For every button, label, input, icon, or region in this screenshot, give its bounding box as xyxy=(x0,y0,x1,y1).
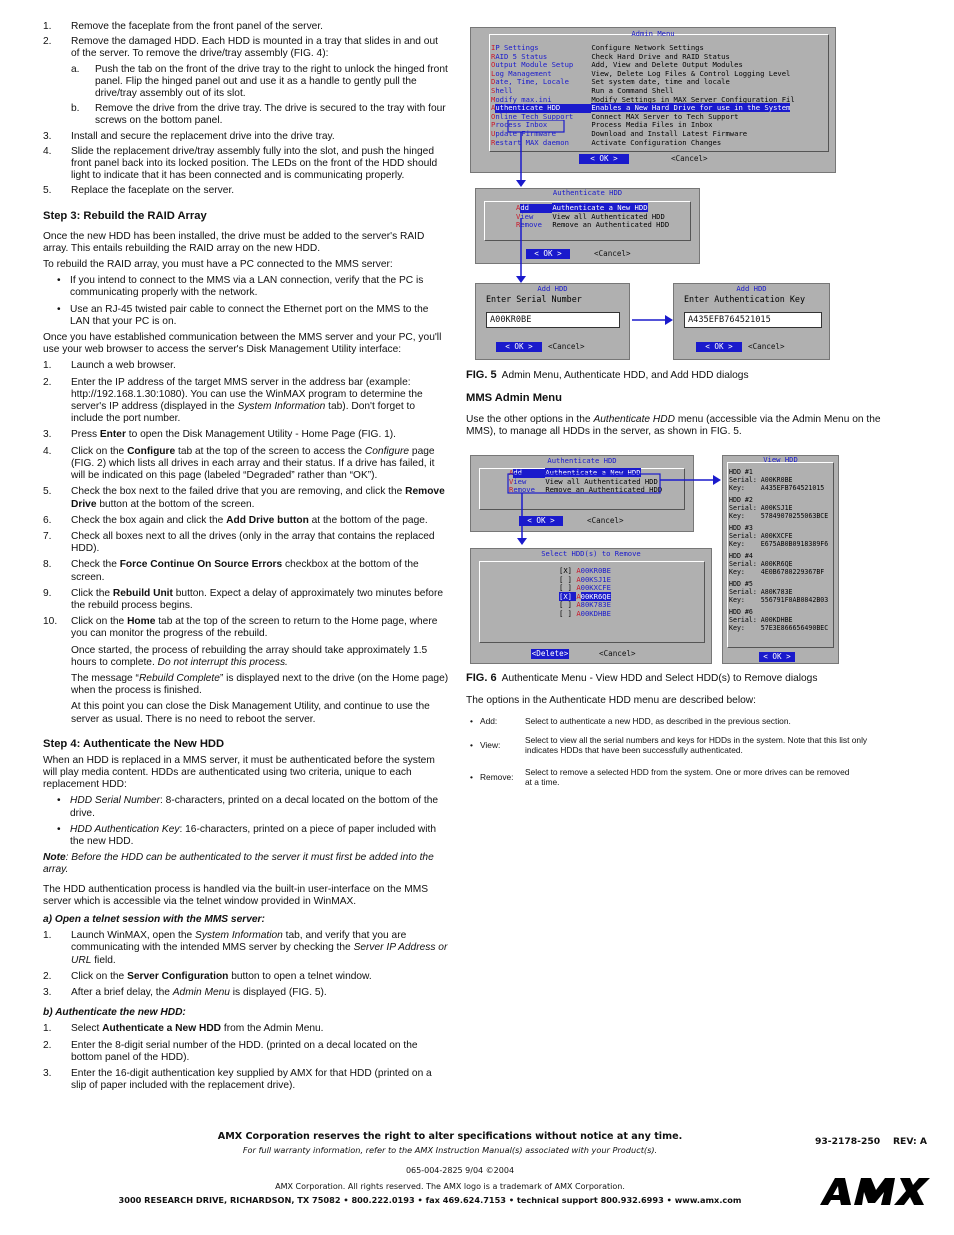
cancel-button[interactable]: <Cancel> xyxy=(671,154,708,163)
hdd-entry: HDD #4 Serial: A00KR6QE Key: 4E0B6780229367BF xyxy=(729,552,825,576)
cancel-button[interactable]: <Cancel> xyxy=(548,342,585,351)
hdd-entry: HDD #6 Serial: A00KDHBE Key: 57E3E866656490BEC xyxy=(729,608,829,632)
menu-item[interactable]: Date, Time, Locale Set system date, time and locale xyxy=(491,77,730,87)
paragraph: Once started, the process of rebuilding the array should take approximately 1.5 hours to complete. Do not interrupt this process. xyxy=(71,644,428,668)
paragraph: Once you have established communication between the MMS server and your PC, you'll use your web browser to access the server's Disk Management Utility interface: xyxy=(43,332,442,356)
menu-item[interactable]: IP Settings Configure Network Settings xyxy=(491,43,704,52)
list-item: 5. Check the box next to the failed drive that you are removing, and click the Remove Drive button at the bottom of the screen. xyxy=(43,486,445,510)
checkbox-item[interactable]: [ ] A00KSJ1E xyxy=(559,574,611,584)
dialog-title: Add HDD xyxy=(736,284,767,293)
view-hdd-dialog xyxy=(722,455,839,664)
menu-item[interactable]: Authenticate HDD Enables a New Hard Drive for use in the System xyxy=(491,103,791,113)
paragraph: Once the new HDD has been installed, the drive must be added to the server's RAID array. This entails rebuilding the RAID array on the new HDD. xyxy=(43,230,425,254)
checkbox-item[interactable]: [ ] A00KXCFE xyxy=(559,583,611,593)
menu-item[interactable]: Output Module Setup Add, View and Delete Output Modules xyxy=(491,60,743,70)
checkbox-item[interactable]: [X] A00KR6QE xyxy=(559,591,611,601)
list-item: a. Push the tab on the front of the drive tray to the right to unlock the hinged front panel. Flip the hinged panel out and use it as a handle to gently pull the drive/tray assembly out of its slot. xyxy=(71,63,448,100)
menu-item[interactable]: Log Management View, Delete Log Files & Control Logging Level xyxy=(491,68,791,78)
paragraph: The message “Rebuild Complete” is displayed next to the drive (on the Home page) when the process is finished. xyxy=(71,672,449,697)
cancel-button[interactable]: <Cancel> xyxy=(599,649,636,658)
paragraph: The options in the Authenticate HDD menu are described below: xyxy=(466,695,756,706)
menu-item[interactable]: Add Authenticate a New HDD xyxy=(509,468,641,477)
dialog-title: Select HDD(s) to Remove xyxy=(541,549,641,558)
footer-rights: AMX Corporation reserves the right to alter specifications without notice at any time. xyxy=(217,1131,683,1142)
subheading: a) Open a telnet session with the MMS server: xyxy=(43,913,265,925)
section-heading: MMS Admin Menu xyxy=(466,392,562,404)
list-item: 3. After a brief delay, the Admin Menu is displayed (FIG. 5). xyxy=(43,987,327,998)
bullet-item: • If you intend to connect to the MMS via a LAN connection, verify that the PC is communicating properly with the network. xyxy=(57,275,424,299)
bullet-item: • Use an RJ-45 twisted pair cable to connect the Ethernet port on the MMS to the LAN that your PC is on. xyxy=(57,303,429,327)
list-item: 3. Enter the 16-digit authentication key supplied by AMX for that HDD (printed on a slip of paper included with the replacement drive). xyxy=(43,1068,432,1092)
menu-item[interactable]: Remove Remove an Authenticated HDD xyxy=(509,485,663,495)
list-item: 10. Click on the Home tab at the top of the screen to return to the Home page, where you can monitor the progress of the rebuild. xyxy=(43,616,438,640)
doc-number: 93-2178-250 REV: A xyxy=(815,1136,927,1147)
field-label: Enter Serial Number xyxy=(486,294,582,304)
list-item: 1. Launch a web browser. xyxy=(43,360,176,372)
dialog-title: Authenticate HDD xyxy=(552,188,623,197)
amx-logo xyxy=(818,1176,930,1206)
checkbox-item[interactable]: [X] A00KR0BE xyxy=(559,566,611,575)
list-item: 4. Click on the Configure tab at the top of the screen to access the Configure page (FIG. 2) which lists all drives in each array and their status. If a drive has failed, it will be indicated on this page (labeled “Degraded” rather than “OK”). xyxy=(43,445,435,482)
list-item: 1. Select Authenticate a New HDD from the Admin Menu. xyxy=(43,1023,324,1035)
left-column xyxy=(43,21,449,1092)
cancel-button[interactable]: <Cancel> xyxy=(594,249,631,258)
list-item: 1. Remove the faceplate from the front panel of the server. xyxy=(43,21,323,32)
menu-item[interactable]: Online Tech Support Connect MAX Server to Tech Support xyxy=(491,111,739,121)
list-item: • Add: Select to authenticate a new HDD, as described in the previous section. xyxy=(470,716,791,726)
list-item: 3. Install and secure the replacement drive into the drive tray. xyxy=(43,130,335,142)
list-item: b. Remove the drive from the drive tray. The drive is secured to the tray with four screws on the bottom panel. xyxy=(71,103,446,127)
menu-item[interactable]: Modify max.ini Modify Settings in MAX Server Configuration Fil xyxy=(491,94,795,104)
field-label: Enter Authentication Key xyxy=(684,294,806,304)
menu-item[interactable]: Remove Remove an Authenticated HDD xyxy=(516,220,670,230)
dialog-title: Add HDD xyxy=(537,284,568,293)
list-item: 6. Check the box again and click the Add Drive button at the bottom of the page. xyxy=(43,514,428,526)
list-item: • View: Select to view all the serial numbers and keys for HDDs in the system. Note that this list only indicates HDDs that have been successfully authenticated. xyxy=(470,735,868,755)
subheading: b) Authenticate the new HDD: xyxy=(43,1007,186,1019)
hdd-entry: HDD #2 Serial: A00KSJ1E Key: 57849070255063BCE xyxy=(729,496,829,520)
paragraph: The HDD authentication process is handled via the built-in user-interface on the MMS server which is accessible via the telnet window provided in WinMAX. xyxy=(43,883,429,907)
footer-trademark: AMX Corporation. All rights reserved. The AMX logo is a trademark of AMX Corporation. xyxy=(275,1182,625,1191)
ok-button[interactable]: < OK > xyxy=(519,516,563,526)
ok-button[interactable]: < OK > xyxy=(496,342,542,352)
dialog-title: View HDD xyxy=(763,455,798,464)
bullet-item: • HDD Authentication Key: 16-characters, printed on a piece of paper included with the new HDD. xyxy=(57,823,437,847)
options-list xyxy=(470,716,880,789)
list-item: 3. Press Enter to open the Disk Management Utility - Home Page (FIG. 1). xyxy=(43,429,397,441)
hdd-list xyxy=(729,468,828,636)
delete-button[interactable]: <Delete> xyxy=(531,649,569,658)
menu-item[interactable]: Add Authenticate a New HDD xyxy=(516,203,648,212)
menu-item[interactable]: Restart MAX daemon Activate Configuration Changes xyxy=(491,137,722,147)
menu-item[interactable]: Update Firmware Download and Install Latest Firmware xyxy=(491,128,748,138)
list-item: 2. Enter the 8-digit serial number of the HDD. (printed on a decal located on the bottom panel of the HDD). xyxy=(43,1039,418,1063)
fig5-arrows xyxy=(470,120,690,330)
bullet-item: • HDD Serial Number: 8-characters, printed on a decal located on the bottom of the drive. xyxy=(57,795,439,819)
list-item: 4. Slide the replacement drive/tray assembly fully into the slot, and push the hinged front panel back into its locked position. The LEDs on the front of the HDD should light to indicate that it has been connected and is communicating properly. xyxy=(43,145,438,182)
footer-code: 065-004-2825 9/04 ©2004 xyxy=(405,1166,515,1175)
hdd-entry: HDD #5 Serial: A80K783E Key: 556791F0AB0842B03 xyxy=(729,580,829,604)
list-item: • Remove: Select to remove a selected HDD from the system. One or more drives can be removed at a time. xyxy=(470,767,850,787)
footer-warranty: For full warranty information, refer to the AMX Instruction Manual(s) associated with your Product(s). xyxy=(242,1145,658,1155)
cancel-button[interactable]: <Cancel> xyxy=(587,516,624,525)
paragraph: To rebuild the RAID array, you must have a PC connected to the MMS server: xyxy=(43,259,393,271)
checkbox-item[interactable]: [ ] A00KDHBE xyxy=(559,608,611,618)
note: Note: Before the HDD can be authenticated to the server it must first be added into the array. xyxy=(43,852,434,876)
checkbox-item[interactable]: [ ] A80K783E xyxy=(559,600,611,610)
add-hdd-key-dialog xyxy=(673,283,830,360)
menu-item[interactable]: RAID 5 Status Check Hard Drive and RAID Status xyxy=(491,51,730,61)
ok-button[interactable]: < OK > xyxy=(526,249,570,259)
fig5-caption: FIG. 5 Admin Menu, Authenticate HDD, and Add HDD dialogs xyxy=(466,369,749,381)
list-item: 1. Launch WinMAX, open the System Information tab, and verify that you are communicating with the intended MMS server by checking the Server IP Address or URL field. xyxy=(43,930,448,966)
ok-button[interactable]: < OK > xyxy=(579,154,629,164)
ok-button[interactable]: < OK > xyxy=(759,652,795,662)
select-hdd-remove-dialog xyxy=(470,548,712,664)
list-item: 2. Remove the damaged HDD. Each HDD is mounted in a tray that slides in and out of the server. To remove the drive/tray assembly (FIG. 4): xyxy=(43,36,438,60)
menu-item[interactable]: View View all Authenticated HDD xyxy=(509,476,658,486)
fig6-caption: FIG. 6 Authenticate Menu - View HDD and Select HDD(s) to Remove dialogs xyxy=(466,672,818,684)
list-item: 2. Enter the IP address of the target MMS server in the address bar (example: http://192.168.1.30:1080). You can use the WinMAX program to determine the server's IP address (displayed in the System Information tab). Don't forget to include the port number. xyxy=(43,376,423,425)
hdd-entry: HDD #1 Serial: A00KR0BE Key: A435EFB764521015 xyxy=(729,468,825,492)
list-item: 8. Check the Force Continue On Source Errors checkbox at the bottom of the screen. xyxy=(43,559,419,583)
menu-item[interactable]: Shell Run a Command Shell xyxy=(491,85,674,95)
list-item: 7. Check all boxes next to all the drives (only in the array that contains the replaced HDD). xyxy=(43,530,435,555)
list-item: 2. Click on the Server Configuration button to open a telnet window. xyxy=(43,970,372,982)
section-heading: Step 3: Rebuild the RAID Array xyxy=(43,209,207,222)
footer-address: 3000 RESEARCH DRIVE, RICHARDSON, TX 75082 • 800.222.0193 • fax 469.624.7153 • technical support 800.932.6993 • www.amx.com xyxy=(118,1195,742,1205)
serial-number-field[interactable]: A00KR0BE xyxy=(486,312,620,328)
list-item: 9. Click the Rebuild Unit button. Expect a delay of approximately two minutes before the rebuild process begins. xyxy=(43,587,444,611)
dialog-title: Authenticate HDD xyxy=(547,456,617,465)
menu-item[interactable]: Process Inbox Process Media Files in Inbox xyxy=(491,120,713,130)
authentication-key-field[interactable]: A435EFB764521015 xyxy=(684,312,822,328)
paragraph: Use the other options in the Authenticate HDD menu (accessible via the Admin Menu on the MMS), to manage all HDDs in the server, as shown in FIG. 5. xyxy=(466,414,881,438)
section-heading: Step 4: Authenticate the New HDD xyxy=(43,737,225,750)
ok-button[interactable]: < OK > xyxy=(696,342,742,352)
dialog-title: Admin Menu xyxy=(631,29,675,38)
hdd-checklist[interactable] xyxy=(559,567,611,619)
menu-item[interactable]: View View all Authenticated HDD xyxy=(516,211,665,221)
hdd-entry: HDD #3 Serial: A00KXCFE Key: E675AB0B0918389F6 xyxy=(729,524,829,548)
paragraph: At this point you can close the Disk Management Utility, and continue to use the server as usual. There is no need to reboot the server. xyxy=(71,701,430,725)
list-item: 5. Replace the faceplate on the server. xyxy=(43,185,235,197)
fig6-arrows xyxy=(470,470,730,550)
paragraph: When an HDD is replaced in a MMS server, it must be authenticated before the system will play media content. HDDs are authenticated using two criteria, unique to each replacement HDD: xyxy=(43,754,435,791)
cancel-button[interactable]: <Cancel> xyxy=(748,342,785,351)
